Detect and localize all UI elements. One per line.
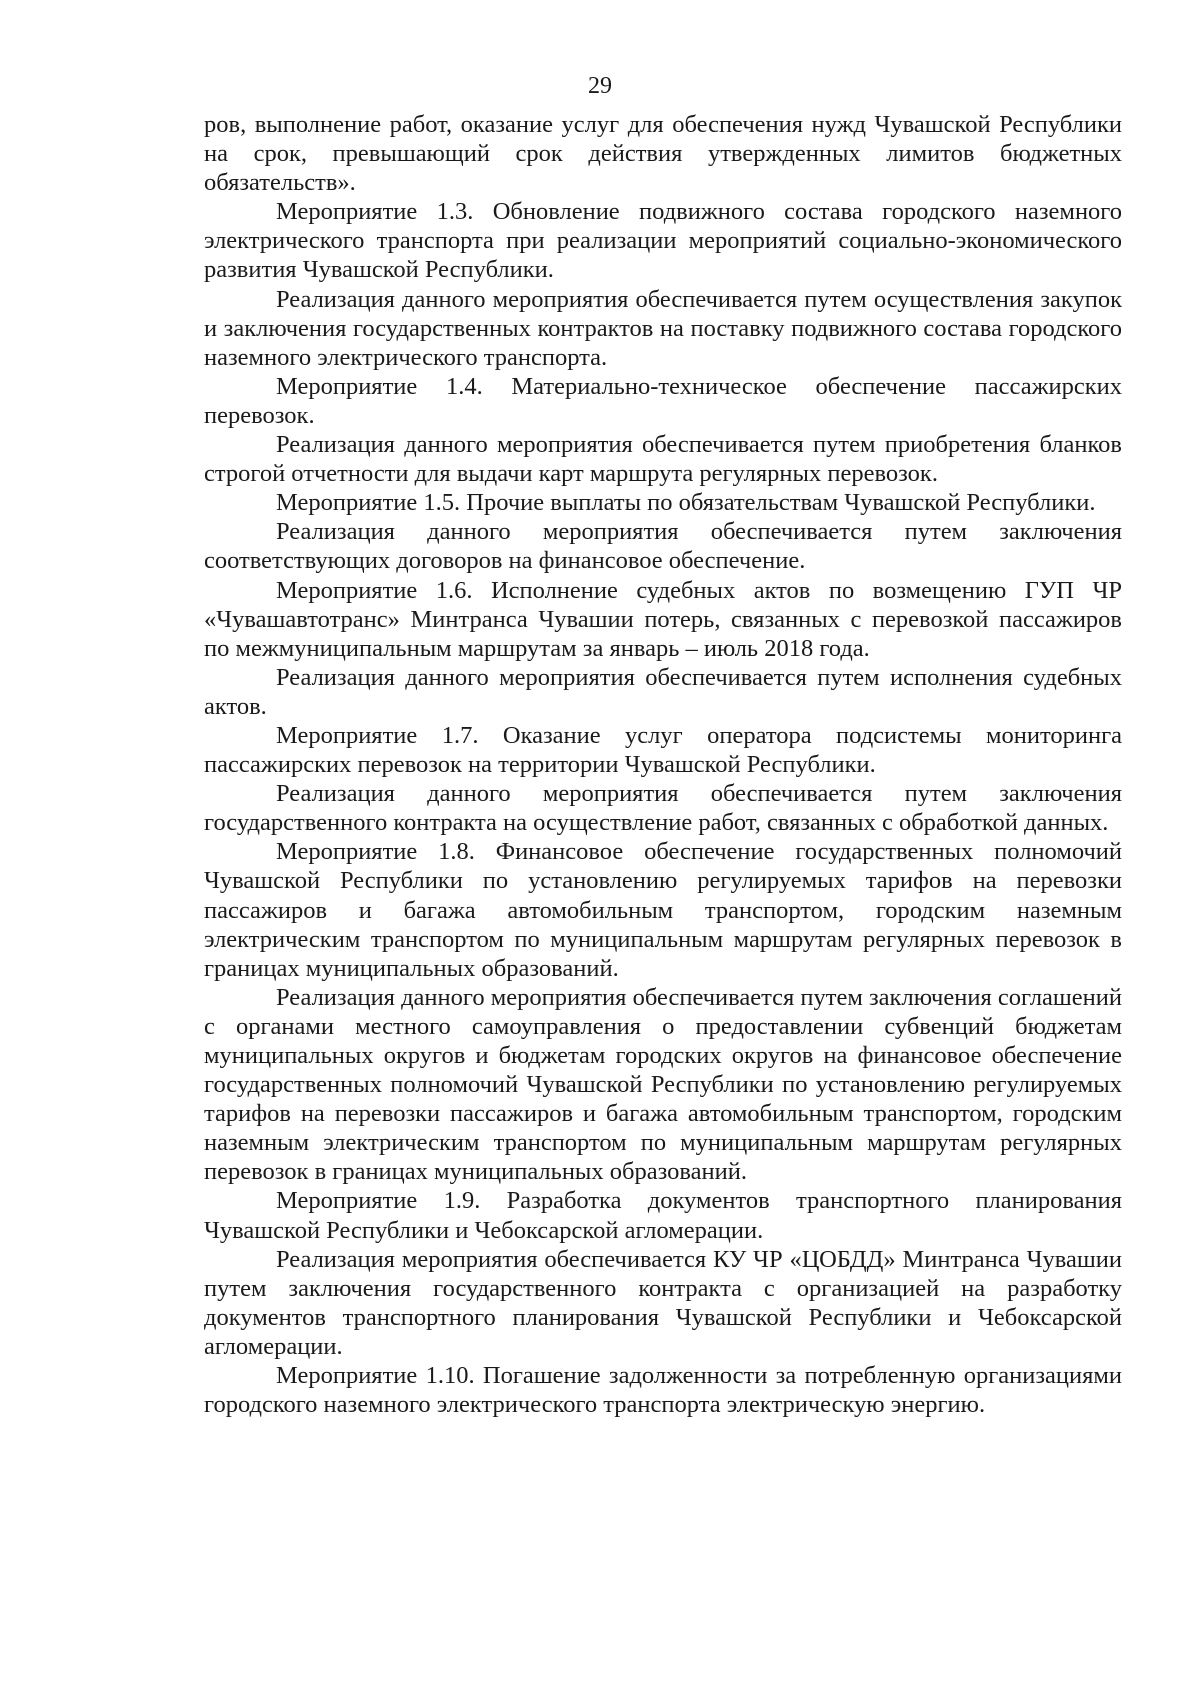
paragraph-implementation-1-3: Реализация данного мероприятия обеспечивается путем осуществления закупок и заключения государственных контрактов на поставку подвижного состава городского наземного электрического транспорта. [204, 285, 1122, 371]
paragraph-measure-1-6: Мероприятие 1.6. Исполнение судебных актов по возмещению ГУП ЧР «Чувашавтотранс» Минтранса Чувашии потерь, связанных с перевозкой пассажиров по межмуниципальным маршрутам за январь – июль 2018 года. [204, 576, 1122, 662]
paragraph-measure-1-5: Мероприятие 1.5. Прочие выплаты по обязательствам Чувашской Республики. [276, 489, 1096, 517]
paragraph-implementation-1-9: Реализация мероприятия обеспечивается КУ ЧР «ЦОБДД» Минтранса Чувашии путем заключения государственного контракта с организацией на разработку документов транспортного планирования Чувашской Республики и Чебоксарской агломерации. [204, 1245, 1122, 1360]
page-number: 29 [588, 73, 612, 99]
paragraph-measure-1-9: Мероприятие 1.9. Разработка документов транспортного планирования Чувашской Республики и Чебоксарской агломерации. [204, 1187, 1122, 1244]
paragraph-measure-1-4: Мероприятие 1.4. Материально-техническое обеспечение пассажирских перевозок. [204, 372, 1122, 429]
paragraph-implementation-1-6: Реализация данного мероприятия обеспечивается путем исполнения судебных актов. [204, 663, 1122, 720]
paragraph-implementation-1-5: Реализация данного мероприятия обеспечивается путем заключения соответствующих договоров на финансовое обеспечение. [204, 518, 1122, 575]
paragraph-measure-1-10: Мероприятие 1.10. Погашение задолженности за потребленную организациями городского наземного электрического транспорта электрическую энергию. [204, 1362, 1122, 1419]
paragraph-implementation-1-4: Реализация данного мероприятия обеспечивается путем приобретения бланков строгой отчетности для выдачи карт маршрута регулярных перевозок. [204, 431, 1122, 488]
paragraph-continuation: ров, выполнение работ, оказание услуг для обеспечения нужд Чувашской Республики на срок, превышающий срок действия утвержденных лимитов бюджетных обязательств». [204, 111, 1122, 197]
paragraph-implementation-1-7: Реализация данного мероприятия обеспечивается путем заключения государственного контракта на осуществление работ, связанных с обработкой данных. [204, 780, 1122, 837]
paragraph-implementation-1-8: Реализация данного мероприятия обеспечивается путем заключения соглашений с органами местного самоуправления о предоставлении субвенций бюджетам муниципальных округов и бюджетам городских округов на финансовое обеспечение государственных полномочий Чувашской Республики по установлению регулируемых тарифов на перевозки пассажиров и багажа автомобильным транспортом, городским наземным электрическим транспортом по муниципальным маршрутам регулярных перевозок в границах муниципальных образований. [204, 983, 1122, 1186]
document-body [204, 110, 1122, 1419]
paragraph-measure-1-3: Мероприятие 1.3. Обновление подвижного состава городского наземного электрического транспорта при реализации мероприятий социально-экономического развития Чувашской Республики. [204, 198, 1122, 284]
paragraph-measure-1-7: Мероприятие 1.7. Оказание услуг оператора подсистемы мониторинга пассажирских перевозок на территории Чувашской Республики. [204, 721, 1122, 779]
paragraph-measure-1-8: Мероприятие 1.8. Финансовое обеспечение государственных полномочий Чувашской Республики по установлению регулируемых тарифов на перевозки пассажиров и багажа автомобильным транспортом, городским наземным электрическим транспортом по муниципальным маршрутам регулярных перевозок в границах муниципальных образований. [204, 838, 1122, 982]
